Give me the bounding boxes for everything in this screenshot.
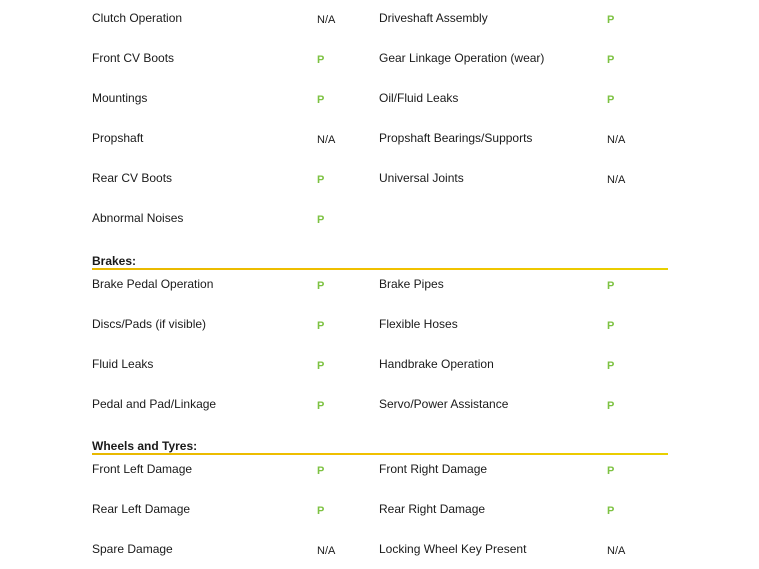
checklist-row [0,462,759,482]
checklist-row [0,131,759,151]
item-label: Rear CV Boots [92,171,173,185]
item-label: Flexible Hoses [379,317,458,331]
item-label: Servo/Power Assistance [379,397,509,411]
item-label: Spare Damage [92,542,173,556]
item-label: Rear Left Damage [92,502,191,516]
item-label: Pedal and Pad/Linkage [92,397,217,411]
status-value: N/A [607,134,626,146]
status-value: N/A [317,14,336,26]
status-value: P [607,505,615,517]
checklist-row [0,171,759,191]
status-value: N/A [607,545,626,557]
section-divider [92,453,668,455]
status-value: P [607,94,615,106]
item-label: Mountings [92,91,148,105]
item-label: Fluid Leaks [92,357,154,371]
section-title: Brakes: [92,254,137,268]
status-value: P [607,465,615,477]
status-value: P [317,174,325,186]
status-value: P [317,505,325,517]
status-value: P [607,320,615,332]
item-label: Driveshaft Assembly [379,11,488,25]
status-value: P [317,465,325,477]
checklist-row [0,277,759,297]
section-title: Wheels and Tyres: [92,439,198,453]
item-label: Front CV Boots [92,51,175,65]
item-label: Gear Linkage Operation (wear) [379,51,545,65]
status-value: P [317,400,325,412]
item-label: Locking Wheel Key Present [379,542,527,556]
section-divider [92,268,668,270]
item-label: Abnormal Noises [92,211,184,225]
status-value: N/A [607,174,626,186]
item-label: Universal Joints [379,171,464,185]
checklist-row [0,11,759,31]
status-value: N/A [317,545,336,557]
status-value: P [607,400,615,412]
item-label: Discs/Pads (if visible) [92,317,207,331]
status-value: P [607,280,615,292]
checklist-row [0,317,759,337]
status-value: P [317,54,325,66]
checklist-row [0,51,759,71]
checklist-row [0,357,759,377]
item-label: Rear Right Damage [379,502,486,516]
status-value: P [317,360,325,372]
status-value: P [317,280,325,292]
checklist-row [0,397,759,417]
item-label: Oil/Fluid Leaks [379,91,459,105]
status-value: P [607,14,615,26]
checklist-row [0,542,759,562]
checklist-row [0,91,759,111]
status-value: P [317,320,325,332]
item-label: Propshaft [92,131,144,145]
item-label: Propshaft Bearings/Supports [379,131,533,145]
section-header-wheels-and-tyres [92,437,668,455]
status-value: P [607,54,615,66]
item-label: Front Left Damage [92,462,193,476]
status-value: P [607,360,615,372]
item-label: Handbrake Operation [379,357,494,371]
status-value: P [317,214,325,226]
item-label: Brake Pedal Operation [92,277,214,291]
checklist-row [0,211,759,231]
section-header-brakes [92,252,668,270]
checklist-row [0,502,759,522]
item-label: Clutch Operation [92,11,183,25]
status-value: P [317,94,325,106]
item-label: Front Right Damage [379,462,488,476]
status-value: N/A [317,134,336,146]
item-label: Brake Pipes [379,277,444,291]
